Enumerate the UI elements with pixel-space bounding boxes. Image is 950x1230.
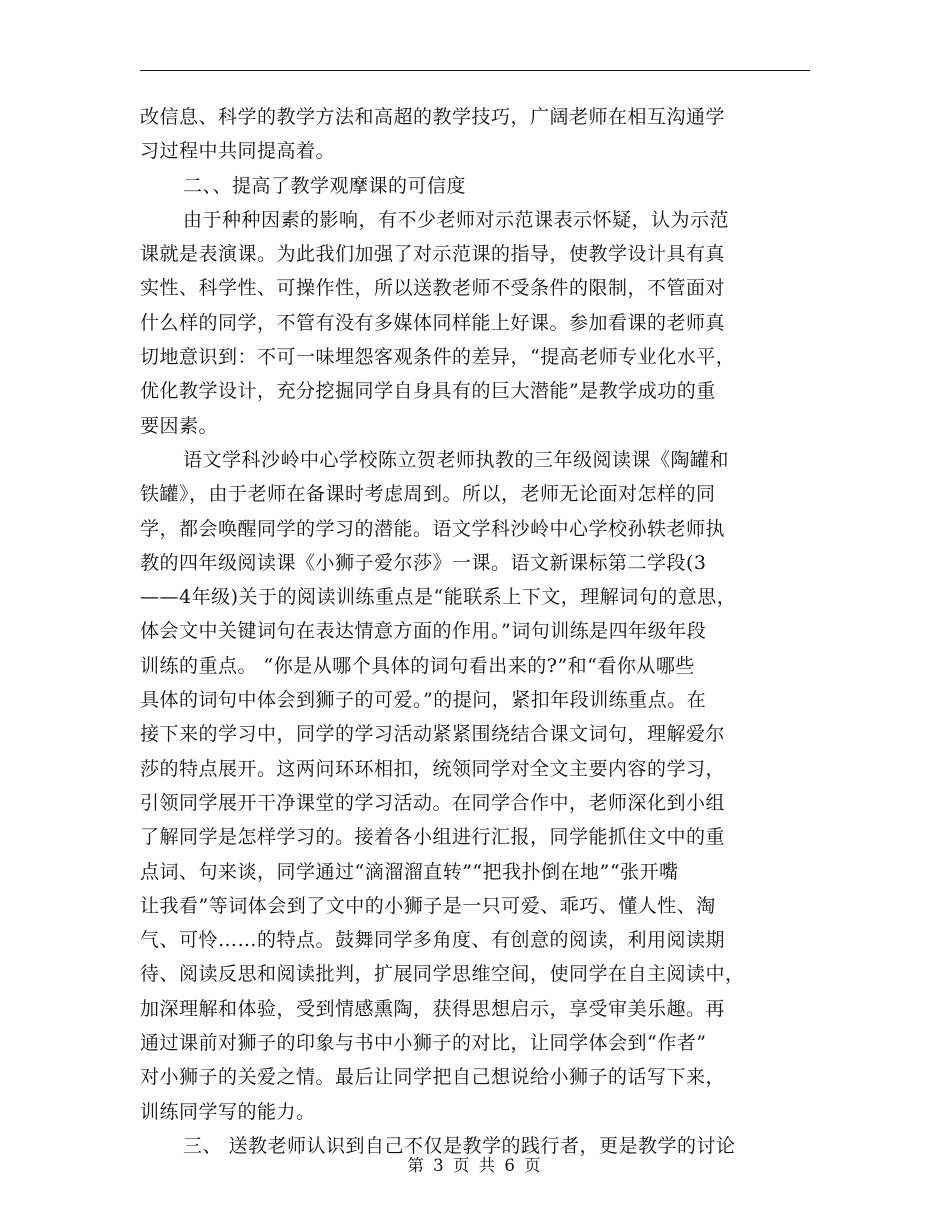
page-number-footer: 第 3 页 共 6 页 [407,1156,543,1175]
text-line: ——4年级)关于的阅读训练重点是“能联系上下文，理解词句的意思， [140,586,737,609]
text-line: 了解同学是怎样学习的。接着各小组进行汇报，同学能抓住文中的重 [140,826,726,849]
body-text [140,100,810,1163]
text-line: 加深理解和体验，受到情感熏陶，获得思想启示，享受审美乐趣。再 [140,997,726,1020]
text-line: 体会文中关键词句在表达情意方面的作用。”词句训练是四年级年段 [140,620,707,643]
text-line: 莎的特点展开。这两问环环相扣，统领同学对全文主要内容的学习， [140,757,726,780]
text-line: 学，都会唤醒同学的学习的潜能。语文学科沙岭中心学校孙轶老师执 [140,517,726,540]
text-line: 训练的重点。 “你是从哪个具体的词句看出来的?”和“看你从哪些 [140,654,695,677]
text-line: 习过程中共同提高着。 [140,140,336,163]
text-line: 课就是表演课。为此我们加强了对示范课的指导，使教学设计具有真 [140,243,726,266]
header-rule [140,70,810,71]
text-line: 语文学科沙岭中心学校陈立贺老师执教的三年级阅读课《陶罐和 [183,448,730,471]
text-line: 改信息、科学的教学方法和高超的教学技巧，广阔老师在相互沟通学 [140,106,726,128]
text-line: 实性、科学性、可操作性，所以送教老师不受条件的限制，不管面对 [140,277,726,300]
text-line: 优化教学设计，充分挖掘同学自身具有的巨大潜能”是教学成功的重 [140,380,716,403]
text-line: 让我看”等词体会到了文中的小狮子是一只可爱、乖巧、懂人性、淘 [140,894,716,917]
text-line: 通过课前对狮子的印象与书中小狮子的对比，让同学体会到“作者” [140,1032,707,1055]
text-line: 待、阅读反思和阅读批判，扩展同学思维空间，使同学在自主阅读中， [140,963,745,986]
text-line: 对小狮子的关爱之情。最后让同学把自己想说给小狮子的话写下来， [140,1066,726,1089]
section-heading: 三、 送教老师认识到自己不仅是教学的践行者，更是教学的讨论 [183,1134,736,1157]
text-line: 引领同学展开干净课堂的学习活动。在同学合作中，老师深化到小组 [140,791,726,814]
text-line: 要因素。 [140,414,219,437]
text-line: 训练同学写的能力。 [140,1100,316,1123]
text-line: 教的四年级阅读课《小狮子爱尔莎》一课。语文新课标第二学段(3 [140,551,707,574]
text-line: 切地意识到：不可一味埋怨客观条件的差异，“提高老师专业化水平， [140,346,736,369]
text-line: 气、可怜……的特点。鼓舞同学多角度、有创意的阅读，利用阅读期 [140,929,726,952]
section-heading: 二、、提高了教学观摩课的可信度 [183,174,467,197]
text-line: 由于种种因素的影响，有不少老师对示范课表示怀疑，认为示范 [183,208,730,231]
text-line: 铁罐》，由于老师在备课时考虑周到。所以，老师无论面对怎样的同 [140,483,716,506]
text-line: 接下来的学习中，同学的学习活动紧紧围绕结合课文词句，理解爱尔 [140,723,726,746]
text-line: 具体的词句中体会到狮子的可爱。”的提问，紧扣年段训练重点。在 [140,689,707,712]
text-line: 点词、句来谈，同学通过“滴溜溜直转”“把我扑倒在地”“张开嘴 [140,860,679,883]
text-line: 什么样的同学，不管有没有多媒体同样能上好课。参加看课的老师真 [140,311,726,334]
